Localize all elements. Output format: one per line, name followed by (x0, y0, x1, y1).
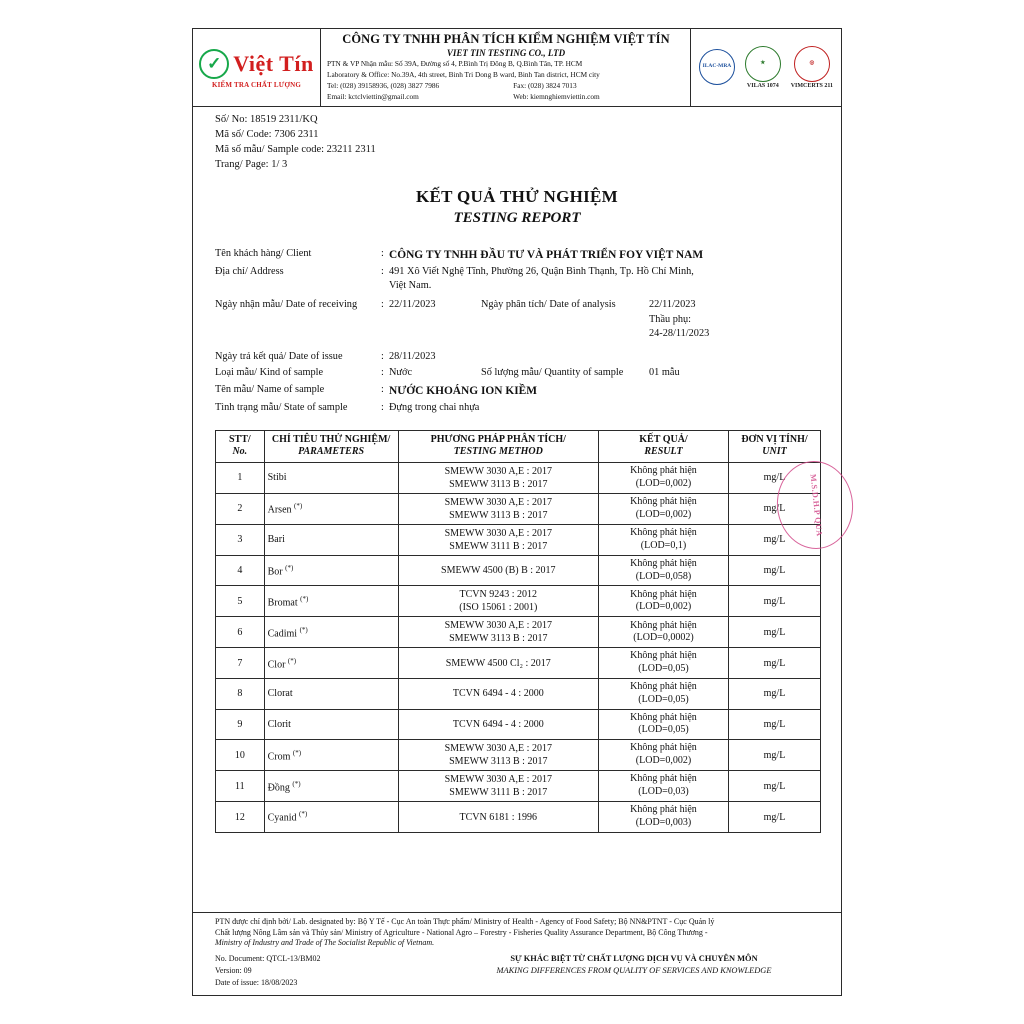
footer-designated-3: Ministry of Industry and Trade of The Socialist Republic of Vietnam. (215, 938, 435, 948)
cell-parameter (264, 740, 398, 771)
address-value-line2: Việt Nam. (389, 280, 432, 292)
result-value: Không phát hiện (630, 681, 697, 693)
cell-no: 3 (216, 524, 265, 555)
cell-unit: mg/L (728, 555, 820, 586)
result-lod: (LOD=0,003) (635, 817, 692, 829)
cell-unit: mg/L (728, 679, 820, 710)
parameter-label: Clor (267, 658, 286, 670)
col-unit-vn: ĐƠN VỊ TÍNH/ (741, 433, 808, 445)
issue-label: Ngày trả kết quả/ Date of issue (215, 350, 343, 362)
address-label: Địa chỉ/ Address (215, 265, 284, 277)
logo-subtitle: KIỂM TRA CHẤT LƯỢNG (211, 80, 302, 89)
cell-no: 4 (216, 555, 265, 586)
cell-method (398, 740, 598, 771)
method-line-1: SMEWW 3030 A,E : 2017 (444, 774, 552, 786)
table-header-row (216, 430, 821, 462)
cell-method (398, 555, 598, 586)
cell-unit: mg/L (728, 462, 820, 493)
company-logo (193, 29, 321, 106)
cell-method (398, 648, 598, 679)
table-row (216, 493, 821, 524)
table-row (216, 771, 821, 802)
cell-unit: mg/L (728, 802, 820, 833)
document-header (193, 29, 841, 107)
parameter-label: Đồng (267, 781, 290, 793)
result-lod: (LOD=0,03) (638, 786, 689, 798)
cell-method (398, 493, 598, 524)
vilas-icon: ★ (745, 46, 781, 82)
col-unit (728, 430, 820, 462)
col-method-vn: PHƯƠNG PHÁP PHÂN TÍCH/ (430, 433, 566, 445)
cell-parameter (264, 617, 398, 648)
cell-no: 2 (216, 493, 265, 524)
cell-parameter (264, 493, 398, 524)
client-value: CÔNG TY TNHH ĐẦU TƯ VÀ PHÁT TRIỂN FOY VIỆT NAM (389, 248, 704, 261)
kind-value: Nước (389, 367, 413, 379)
method-line-1: TCVN 9243 : 2012 (459, 589, 538, 601)
analysis-label: Ngày phân tích/ Date of analysis (481, 299, 616, 311)
cell-no: 1 (216, 462, 265, 493)
parameter-footnote-marker: (*) (294, 502, 303, 511)
quality-stamp-text: M.S.D.H.P QUA (808, 473, 824, 537)
cell-result (599, 462, 729, 493)
cell-parameter (264, 648, 398, 679)
parameter-footnote-marker: (*) (285, 564, 294, 572)
cell-result (599, 740, 729, 771)
company-address-vn: PTN & VP Nhận mẫu: Số 39A, Đường số 4, P.Bình Trị Đông B, Q.Bình Tân, TP. HCM (327, 59, 583, 68)
footer-version: Version: 09 (215, 966, 252, 975)
cell-parameter (264, 709, 398, 740)
cell-unit: mg/L (728, 493, 820, 524)
cell-method (398, 802, 598, 833)
result-value: Không phát hiện (630, 804, 697, 816)
subcontract-value: 24-28/11/2023 (649, 328, 710, 340)
vimcerts-icon: ◎ (794, 46, 830, 82)
quantity-label: Số lượng mẫu/ Quantity of sample (481, 367, 624, 379)
cell-no: 11 (216, 771, 265, 802)
method-line-1: TCVN 6494 - 4 : 2000 (452, 718, 544, 730)
col-result-en: RESULT (644, 446, 683, 458)
col-result-vn: KẾT QUẢ/ (639, 433, 688, 445)
method-line-1: SMEWW 3030 A,E : 2017 (444, 620, 552, 632)
parameter-label: Clorit (267, 718, 291, 730)
method-line-2: SMEWW 3111 B : 2017 (449, 787, 548, 799)
cell-result (599, 617, 729, 648)
company-name-en: VIET TIN TESTING CO., LTD (446, 48, 566, 58)
cell-no: 7 (216, 648, 265, 679)
parameter-footnote-marker: (*) (287, 656, 297, 665)
parameter-footnote-marker: (*) (300, 594, 309, 603)
method-line-2: SMEWW 3113 B : 2017 (449, 633, 548, 645)
page-title-vn: KẾT QUẢ THỬ NGHIỆM (415, 186, 619, 206)
cell-unit: mg/L (728, 617, 820, 648)
method-line-1: SMEWW 3030 A,E : 2017 (444, 496, 552, 508)
method-line-1: SMEWW 3030 A,E : 2017 (444, 465, 552, 477)
cell-result (599, 771, 729, 802)
company-address-en: Laboratory & Office: No.39A, 4th street, Binh Tri Dong B ward, Binh Tan district, HCM city (327, 70, 600, 80)
logo-text: Việt Tín (233, 50, 314, 76)
document-meta (193, 107, 841, 173)
cell-no: 6 (216, 617, 265, 648)
table-row (216, 679, 821, 710)
report-page (192, 28, 842, 996)
result-lod: (LOD=0,002) (635, 601, 692, 613)
col-param-en: PARAMETERS (298, 446, 365, 458)
page-title-en: TESTING REPORT (453, 209, 581, 226)
result-value: Không phát hiện (630, 557, 697, 569)
method-line-1: SMEWW 4500 (B) B : 2017 (441, 565, 556, 577)
parameter-label: Stibi (267, 472, 287, 484)
col-no-vn: STT/ (228, 433, 251, 445)
parameter-label: Cyanid (267, 812, 297, 824)
client-label: Tên khách hàng/ Client (215, 247, 312, 259)
vimcerts-caption: VIMCERTS 211 (790, 83, 834, 89)
cell-method (398, 462, 598, 493)
sample-state-value: Đựng trong chai nhựa (389, 402, 480, 414)
result-lod: (LOD=0,0002) (633, 632, 694, 644)
footer-slogan-vn: SỰ KHÁC BIỆT TỪ CHẤT LƯỢNG DỊCH VỤ VÀ CHUYÊN MÔN (510, 954, 758, 963)
accreditation-logos (691, 29, 841, 106)
result-value: Không phát hiện (630, 650, 697, 662)
document-footer (193, 912, 841, 995)
result-value: Không phát hiện (630, 527, 697, 539)
receiving-label: Ngày nhận mẫu/ Date of receiving (215, 299, 358, 311)
col-unit-en: UNIT (762, 446, 787, 458)
cell-parameter (264, 679, 398, 710)
result-value: Không phát hiện (630, 465, 697, 477)
client-info: Tên khách hàng/ Client : CÔNG TY TNHH ĐẦU TƯ VÀ PHÁT TRIỂN FOY VIỆT NAM Địa chỉ/ Address : 491 Xô Viết Nghệ Tĩnh, Phường 26, Quận Bình Thạnh, Tp. Hồ Chí Minh, Việt Nam. Ngày nhận mẫu/ Date of receiving : 22/11/2023 Ngày phân tích/ Date of analysis 22/11/2023 Thầu phụ: 24-28/11/2023 Ngày trả kết quả/ Date of issue : 28/11/2023 Loại mẫu/ Kind of sample : Nước Số lượng mẫu/ Quantity of sample 01 mẫu Tên mẫu/ Name of sample : NƯỚC KHOÁNG ION KIỀM Tình trạng mẫu/ State of sample : Đựng trong chai nhựa (193, 247, 841, 416)
quantity-value: 01 mẫu (649, 367, 680, 379)
result-lod: (LOD=0,058) (635, 570, 692, 582)
address-value-line1: 491 Xô Viết Nghệ Tĩnh, Phường 26, Quận Bình Thạnh, Tp. Hồ Chí Minh, (389, 265, 694, 277)
meta-number: Số/ No: 18519 2311/KQ (215, 114, 318, 125)
cell-result (599, 679, 729, 710)
col-param-vn: CHỈ TIÊU THỬ NGHIỆM/ (271, 433, 391, 445)
cell-no: 5 (216, 586, 265, 617)
parameter-label: Crom (267, 750, 291, 762)
results-table (215, 430, 821, 833)
result-lod: (LOD=0,05) (638, 693, 689, 705)
cell-result (599, 555, 729, 586)
parameter-footnote-marker: (*) (299, 810, 308, 819)
result-value: Không phát hiện (630, 496, 697, 508)
kind-label: Loại mẫu/ Kind of sample (215, 367, 324, 379)
footer-date-of-issue: Date of issue: 18/08/2023 (215, 978, 298, 987)
parameter-label: Bari (267, 534, 285, 546)
cell-parameter (264, 462, 398, 493)
table-row (216, 524, 821, 555)
parameter-footnote-marker: (*) (292, 748, 302, 757)
accreditation-vimcerts (791, 46, 833, 89)
check-icon: ✓ (199, 49, 229, 79)
result-value: Không phát hiện (630, 742, 697, 754)
result-value: Không phát hiện (630, 711, 697, 723)
cell-result (599, 802, 729, 833)
method-line-2: SMEWW 3113 B : 2017 (449, 509, 548, 521)
table-row (216, 709, 821, 740)
result-lod: (LOD=0,002) (635, 477, 692, 489)
footer-designated-2: Chất lượng Nông Lâm sản và Thủy sản/ Ministry of Agriculture - National Agro – Forestry - Fisheries Quality Assurance Department, Bộ Công Thương - (215, 927, 708, 937)
company-fax: Fax: (028) 3824 7013 (513, 81, 577, 91)
cell-result (599, 493, 729, 524)
col-no-en: No. (232, 446, 248, 458)
company-tel: Tel: (028) 39158936, (028) 3827 7986 (327, 81, 440, 91)
cell-unit: mg/L (728, 709, 820, 740)
cell-result (599, 524, 729, 555)
cell-unit: mg/L (728, 524, 820, 555)
method-line-2: SMEWW 3113 B : 2017 (449, 756, 548, 768)
company-email: Email: kctclviettin@gmail.com (327, 92, 419, 102)
parameter-label: Arsen (267, 504, 292, 516)
cell-parameter (264, 555, 398, 586)
cell-parameter (264, 771, 398, 802)
table-row (216, 740, 821, 771)
receiving-value: 22/11/2023 (389, 299, 436, 311)
col-method (398, 430, 598, 462)
col-result (599, 430, 729, 462)
analysis-value: 22/11/2023 (649, 299, 696, 311)
result-lod: (LOD=0,1) (640, 539, 687, 551)
table-row (216, 802, 821, 833)
method-line-1: SMEWW 4500 Cl₂ : 2017 (445, 657, 551, 669)
cell-method (398, 771, 598, 802)
cell-unit: mg/L (728, 771, 820, 802)
table-row (216, 586, 821, 617)
col-parameters (264, 430, 398, 462)
company-name-vn: CÔNG TY TNHH PHÂN TÍCH KIỂM NGHIỆM VIỆT TÍN (342, 32, 670, 46)
sample-state-label: Tình trạng mẫu/ State of sample (215, 402, 348, 414)
parameter-footnote-marker: (*) (292, 779, 301, 788)
cell-unit: mg/L (728, 740, 820, 771)
method-line-1: TCVN 6494 - 4 : 2000 (452, 688, 544, 700)
footer-designated-1: PTN được chỉ định bởi/ Lab. designated by: Bộ Y Tế - Cục An toàn Thực phẩm/ Ministry of Health - Agency of Food Safety; Bộ NN&PTNT - Cục Quản lý (215, 916, 715, 926)
sample-name-value: NƯỚC KHOÁNG ION KIỀM (389, 385, 537, 398)
result-lod: (LOD=0,002) (635, 755, 692, 767)
parameter-label: Clorat (267, 688, 293, 700)
method-line-1: SMEWW 3030 A,E : 2017 (444, 527, 552, 539)
result-lod: (LOD=0,002) (635, 508, 692, 520)
cell-method (398, 617, 598, 648)
company-web: Web: kiemnghiemviettin.com (513, 92, 600, 102)
cell-parameter (264, 802, 398, 833)
company-info (321, 29, 691, 106)
footer-doc-no: No. Document: QTCL-13/BM02 (215, 954, 321, 963)
method-line-1: SMEWW 3030 A,E : 2017 (444, 743, 552, 755)
table-row (216, 462, 821, 493)
parameter-label: Bromat (267, 597, 298, 609)
result-lod: (LOD=0,05) (638, 663, 689, 675)
subcontract-label: Thầu phụ: (649, 313, 692, 325)
parameter-label: Bor (267, 566, 283, 578)
cell-parameter (264, 524, 398, 555)
cell-no: 9 (216, 709, 265, 740)
cell-method (398, 679, 598, 710)
cell-result (599, 586, 729, 617)
col-method-en: TESTING METHOD (453, 446, 543, 458)
result-value: Không phát hiện (630, 619, 697, 631)
meta-sample-code: Mã số mẫu/ Sample code: 23211 2311 (215, 143, 376, 155)
parameter-label: Cadimi (267, 628, 298, 640)
meta-code: Mã số/ Code: 7306 2311 (215, 128, 319, 140)
col-no (216, 430, 265, 462)
cell-result (599, 648, 729, 679)
cell-parameter (264, 586, 398, 617)
result-value: Không phát hiện (630, 588, 697, 600)
cell-no: 8 (216, 679, 265, 710)
method-line-1: TCVN 6181 : 1996 (459, 811, 538, 823)
cell-no: 10 (216, 740, 265, 771)
table-row (216, 555, 821, 586)
cell-method (398, 709, 598, 740)
cell-no: 12 (216, 802, 265, 833)
footer-slogan-en: MAKING DIFFERENCES FROM QUALITY OF SERVICES AND KNOWLEDGE (496, 965, 772, 975)
cell-unit: mg/L (728, 586, 820, 617)
vilas-caption: VILAS 1074 (746, 83, 779, 89)
parameter-footnote-marker: (*) (299, 625, 308, 634)
cell-result (599, 709, 729, 740)
method-line-2: SMEWW 3111 B : 2017 (449, 540, 548, 552)
issue-value: 28/11/2023 (389, 350, 436, 362)
cell-method (398, 586, 598, 617)
accreditation-ilac (699, 49, 735, 86)
accreditation-vilas (745, 46, 781, 89)
method-line-2: SMEWW 3113 B : 2017 (449, 478, 548, 490)
method-line-2: (ISO 15061 : 2001) (459, 602, 538, 614)
sample-name-label: Tên mẫu/ Name of sample (215, 384, 325, 396)
ilac-mra-icon: ILAC-MRA (699, 49, 735, 85)
table-row (216, 617, 821, 648)
cell-method (398, 524, 598, 555)
result-lod: (LOD=0,05) (638, 724, 689, 736)
table-row (216, 648, 821, 679)
meta-page: Trang/ Page: 1/ 3 (215, 158, 288, 170)
cell-unit: mg/L (728, 648, 820, 679)
result-value: Không phát hiện (630, 773, 697, 785)
